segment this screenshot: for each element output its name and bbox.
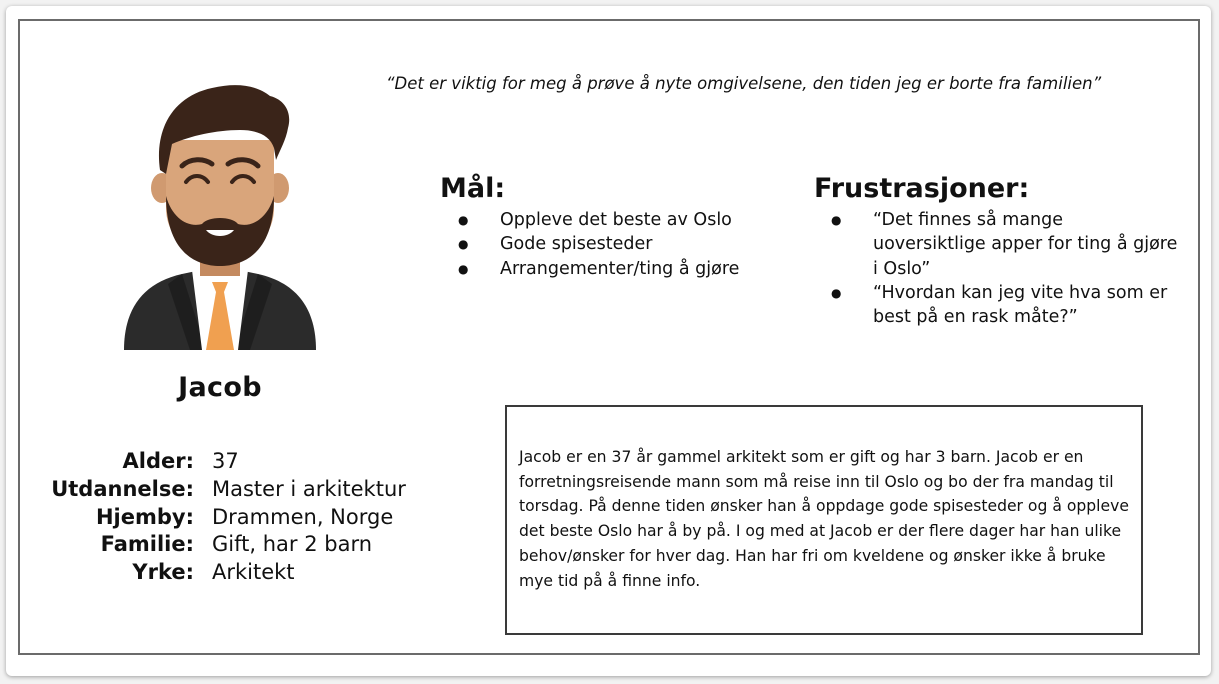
fact-row-family: [40, 531, 406, 559]
frustrations-title: Frustrasjoner:: [814, 173, 1030, 204]
fact-label: Alder:: [122, 449, 194, 473]
fact-row-age: [40, 448, 406, 476]
fact-row-hometown: [40, 504, 406, 532]
frustrations-list: [873, 208, 1178, 329]
persona-facts: [40, 448, 406, 587]
fact-label: Utdannelse:: [51, 476, 194, 501]
avatar: [120, 78, 320, 350]
fact-value: Arkitekt: [212, 560, 295, 585]
fact-label: Familie:: [100, 532, 194, 557]
fact-label: Yrke:: [132, 560, 194, 585]
fact-row-education: [40, 476, 406, 504]
frustration-item: ● “Hvordan kan jeg vite hva som er best på en rask måte?”: [873, 281, 1178, 330]
fact-value: Gift, har 2 barn: [212, 532, 373, 557]
persona-name: Jacob: [178, 372, 262, 403]
fact-value: Drammen, Norge: [212, 504, 394, 529]
goal-item: ● Oppleve det beste av Oslo: [500, 208, 800, 232]
frustration-item: ● “Det finnes så mange uoversiktlige apper for ting å gjøre i Oslo”: [873, 208, 1178, 281]
fact-label: Hjemby:: [95, 504, 194, 529]
fact-value: 37: [212, 449, 239, 473]
persona-description: Jacob er en 37 år gammel arkitekt som er gift og har 3 barn. Jacob er en forretningsreisende mann som må reise inn til Oslo og bo der fra mandag til torsdag. På denne tiden ønsker han å oppdage gode spisesteder og å oppleve det beste Oslo har å by på. I og med at Jacob er der flere dager har han ulike behov/ønsker for hver dag. Han har fri om kveldene og ønsker ikke å bruke mye tid på å finne info.: [505, 405, 1143, 635]
goal-item: ● Gode spisesteder: [500, 232, 800, 256]
fact-value: Master i arkitektur: [212, 476, 406, 501]
fact-row-occupation: [40, 559, 406, 587]
goals-list: [500, 208, 800, 281]
persona-quote: “Det er viktig for meg å prøve å nyte omgivelsene, den tiden jeg er borte fra familien”: [386, 74, 1102, 93]
goals-title: Mål:: [440, 173, 506, 204]
goal-item: ● Arrangementer/ting å gjøre: [500, 257, 800, 281]
